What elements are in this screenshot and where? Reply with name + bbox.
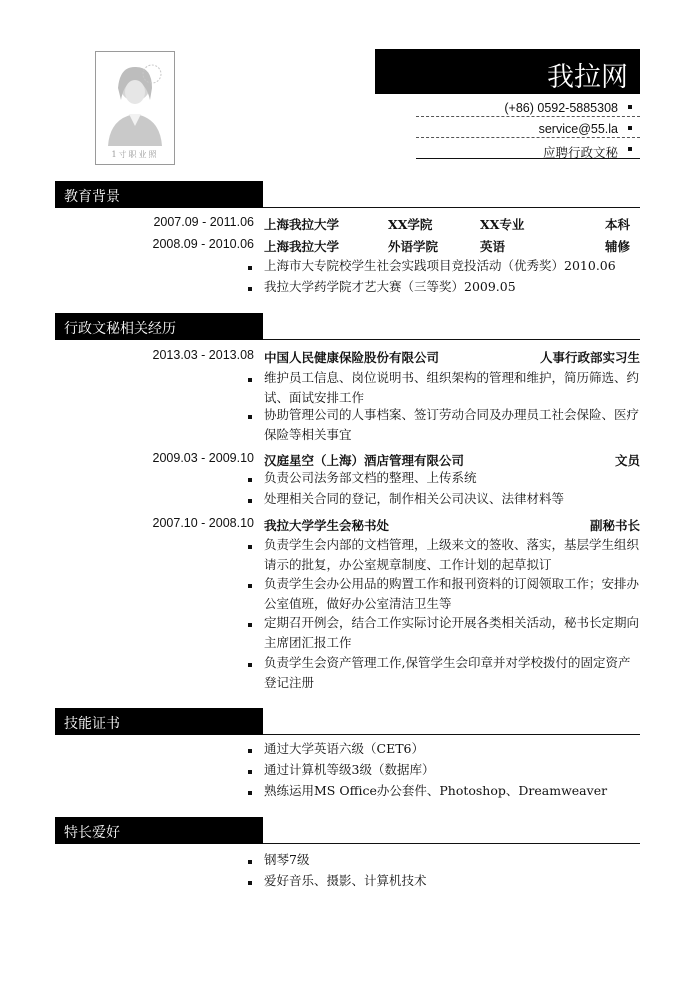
section-rule xyxy=(263,843,640,844)
bullet-square-icon xyxy=(248,881,252,885)
job-organization: 汉庭星空（上海）酒店管理有限公司 xyxy=(264,453,465,468)
job-role: 人事行政部实习生 xyxy=(539,350,640,365)
edu-college: 外语学院 xyxy=(388,239,439,254)
job-role: 副秘书长 xyxy=(589,518,640,533)
job-role: 文员 xyxy=(614,453,640,468)
section-header-education xyxy=(55,181,263,208)
section-title: 行政文秘相关经历 xyxy=(64,321,176,337)
award-item: 我拉大学药学院才艺大赛（三等奖）2009.05 xyxy=(264,279,516,294)
job-organization: 中国人民健康保险股份有限公司 xyxy=(264,350,440,365)
bullet-square-icon xyxy=(248,860,252,864)
job-duty: 维护员工信息、岗位说明书、组织架构的管理和维护，简历筛选、约试、面试安排工作 xyxy=(264,370,640,405)
hobby-item: 爱好音乐、摄影、计算机技术 xyxy=(264,873,427,888)
phone-text: (+86) 0592-5885308 xyxy=(504,101,618,115)
email-text: service@55.la xyxy=(538,122,618,136)
job-duty: 负责公司法务部文档的整理、上传系统 xyxy=(264,470,477,485)
section-title: 技能证书 xyxy=(64,716,120,732)
bullet-square-icon xyxy=(628,147,632,151)
bullet-square-icon xyxy=(248,415,252,419)
edu-major: 英语 xyxy=(480,239,506,254)
name-banner xyxy=(375,49,640,94)
section-title: 教育背景 xyxy=(64,189,120,205)
divider-dashed xyxy=(416,137,640,138)
skill-item: 通过大学英语六级（CET6） xyxy=(264,741,424,756)
bullet-square-icon xyxy=(248,378,252,382)
job-duty: 协助管理公司的人事档案、签订劳动合同及办理员工社会保险、医疗保险等相关事宜 xyxy=(264,407,640,442)
bullet-square-icon xyxy=(248,545,252,549)
award-item: 上海市大专院校学生社会实践项目竞投活动（优秀奖）2010.06 xyxy=(264,258,616,273)
section-rule xyxy=(263,339,640,340)
edu-school: 上海我拉大学 xyxy=(264,239,340,254)
edu-degree: 辅修 xyxy=(604,239,630,254)
bullet-square-icon xyxy=(248,749,252,753)
bullet-square-icon xyxy=(628,105,632,109)
bullet-square-icon xyxy=(248,791,252,795)
avatar-silhouette-icon xyxy=(96,52,174,164)
job-duty: 处理相关合同的登记，制作相关公司决议、法律材料等 xyxy=(264,491,565,506)
job-duty: 负责学生会内部的文档管理，上级来文的签收、落实，基层学生组织请示的批复，办公室规章制度、工作计划的起草拟订 xyxy=(264,537,640,572)
job-date: 2007.10 - 2008.10 xyxy=(152,516,254,530)
bullet-square-icon xyxy=(248,287,252,291)
hobby-item: 钢琴7级 xyxy=(264,852,310,867)
email-line xyxy=(416,118,640,139)
bullet-square-icon xyxy=(248,584,252,588)
edu-major: XX专业 xyxy=(480,217,525,232)
job-date: 2013.03 - 2013.08 xyxy=(152,348,254,362)
bullet-square-icon xyxy=(248,478,252,482)
section-title: 特长爱好 xyxy=(64,825,120,841)
edu-school: 上海我拉大学 xyxy=(264,217,340,232)
divider-dashed xyxy=(416,116,640,117)
phone-line xyxy=(416,97,640,118)
section-header-hobbies xyxy=(55,817,263,844)
objective-text: 应聘行政文秘 xyxy=(542,145,618,160)
skill-item: 通过计算机等级3级（数据库） xyxy=(264,762,435,777)
profile-photo-placeholder xyxy=(95,51,175,165)
bullet-square-icon xyxy=(248,663,252,667)
bullet-square-icon xyxy=(248,266,252,270)
bullet-square-icon xyxy=(248,623,252,627)
section-rule xyxy=(263,207,640,208)
objective-line xyxy=(416,139,640,160)
section-header-skills xyxy=(55,708,263,735)
photo-caption: 1寸职业照 xyxy=(111,150,159,159)
section-header-experience xyxy=(55,313,263,340)
skill-item: 熟练运用MS Office办公套件、Photoshop、Dreamweaver xyxy=(264,783,608,798)
edu-date: 2007.09 - 2011.06 xyxy=(153,215,254,229)
job-organization: 我拉大学学生会秘书处 xyxy=(264,518,390,533)
section-rule xyxy=(263,734,640,735)
candidate-name: 我拉网 xyxy=(547,62,628,93)
divider-solid xyxy=(416,158,640,159)
bullet-square-icon xyxy=(248,770,252,774)
edu-degree: 本科 xyxy=(604,217,630,232)
job-duty: 负责学生会资产管理工作,保管学生会印章并对学校拨付的固定资产登记注册 xyxy=(264,655,631,690)
job-date: 2009.03 - 2009.10 xyxy=(152,451,254,465)
job-duty: 负责学生会办公用品的购置工作和报刊资料的订阅领取工作；安排办公室值班，做好办公室清洁卫生等 xyxy=(264,576,640,611)
edu-date: 2008.09 - 2010.06 xyxy=(152,237,254,251)
bullet-square-icon xyxy=(628,126,632,130)
job-duty: 定期召开例会，结合工作实际讨论开展各类相关活动，秘书长定期向主席团汇报工作 xyxy=(264,615,640,650)
bullet-square-icon xyxy=(248,499,252,503)
edu-college: XX学院 xyxy=(388,217,433,232)
